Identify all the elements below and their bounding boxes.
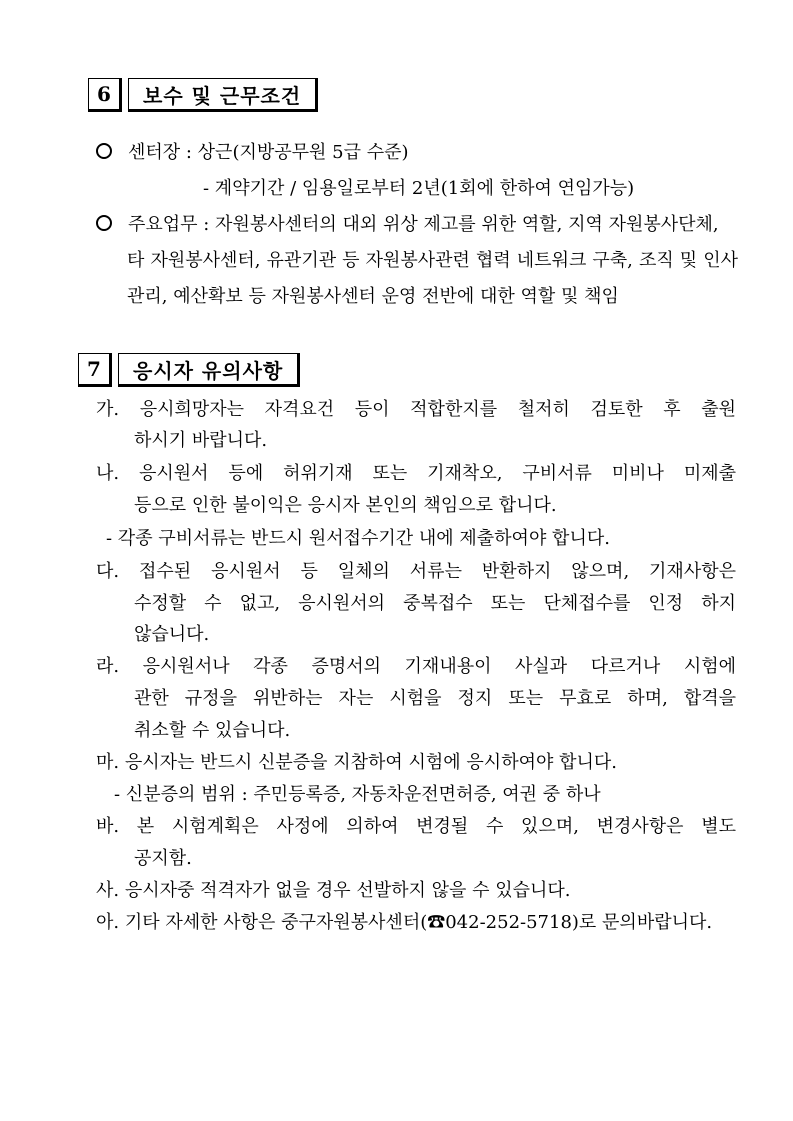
section-7-title: 응시자 유의사항 — [118, 353, 300, 387]
circle-bullet-icon — [96, 143, 112, 159]
notice-line-3: 나. 응시원서 등에 허위기재 또는 기재착오, 구비서류 미비나 미제출 — [96, 463, 736, 484]
notice-line-5: - 각종 구비서류는 반드시 원서접수기간 내에 제출하여야 합니다. — [106, 528, 610, 549]
notice-line-6: 다. 접수된 응시원서 등 일체의 서류는 반환하지 않으며, 기재사항은 — [96, 561, 736, 582]
section-6-line-1-text: 센터장 : 상근(지방공무원 5급 수준) — [128, 142, 409, 163]
section-6-line-4: 타 자원봉사센터, 유관기관 등 자원봉사관련 협력 네트워크 구축, 조직 및 인사 — [127, 250, 738, 271]
section-6-heading — [88, 78, 318, 112]
notice-line-2: 하시기 바랍니다. — [134, 430, 268, 451]
notice-line-14: 바. 본 시험계획은 사정에 의하여 변경될 수 있으며, 변경사항은 별도 — [96, 816, 736, 837]
notice-line-12: 마. 응시자는 반드시 신분증을 지참하여 시험에 응시하여야 합니다. — [96, 752, 617, 773]
notice-line-16: 사. 응시자중 적격자가 없을 경우 선발하지 않을 수 있습니다. — [96, 880, 571, 901]
section-6-title: 보수 및 근무조건 — [128, 78, 318, 112]
notice-line-7: 수정할 수 없고, 응시원서의 중복접수 또는 단체접수를 인정 하지 — [134, 593, 736, 614]
section-6-line-1 — [96, 141, 409, 165]
notice-line-11: 취소할 수 있습니다. — [134, 720, 291, 741]
notice-line-8: 않습니다. — [134, 624, 210, 645]
section-6-line-5: 관리, 예산확보 등 자원봉사센터 운영 전반에 대한 역할 및 책임 — [127, 286, 619, 307]
notice-line-15: 공지함. — [134, 848, 192, 869]
notice-line-1: 가. 응시희망자는 자격요건 등이 적합한지를 철저히 검토한 후 출원 — [96, 399, 736, 420]
section-7-number: 7 — [78, 353, 112, 387]
section-6-line-3-text: 주요업무 : 자원봉사센터의 대외 위상 제고를 위한 역할, 지역 자원봉사단체, — [128, 214, 719, 235]
section-7-heading — [78, 353, 300, 387]
circle-bullet-icon — [96, 215, 112, 231]
notice-line-17: 아. 기타 자세한 사항은 중구자원봉사센터(☎042-252-5718)로 문의바랍니다. — [96, 912, 713, 933]
notice-line-13: - 신분증의 범위 : 주민등록증, 자동차운전면허증, 여권 중 하나 — [114, 784, 601, 805]
notice-line-9: 라. 응시원서나 각종 증명서의 기재내용이 사실과 다르거나 시험에 — [96, 656, 736, 677]
notice-line-10: 관한 규정을 위반하는 자는 시험을 정지 또는 무효로 하며, 합격을 — [134, 688, 736, 709]
notice-line-4: 등으로 인한 불이익은 응시자 본인의 책임으로 합니다. — [134, 495, 557, 516]
section-6-line-3 — [96, 213, 748, 237]
section-6-number: 6 — [88, 78, 122, 112]
section-6-line-2: - 계약기간 / 임용일로부터 2년(1회에 한하여 연임가능) — [203, 178, 635, 199]
